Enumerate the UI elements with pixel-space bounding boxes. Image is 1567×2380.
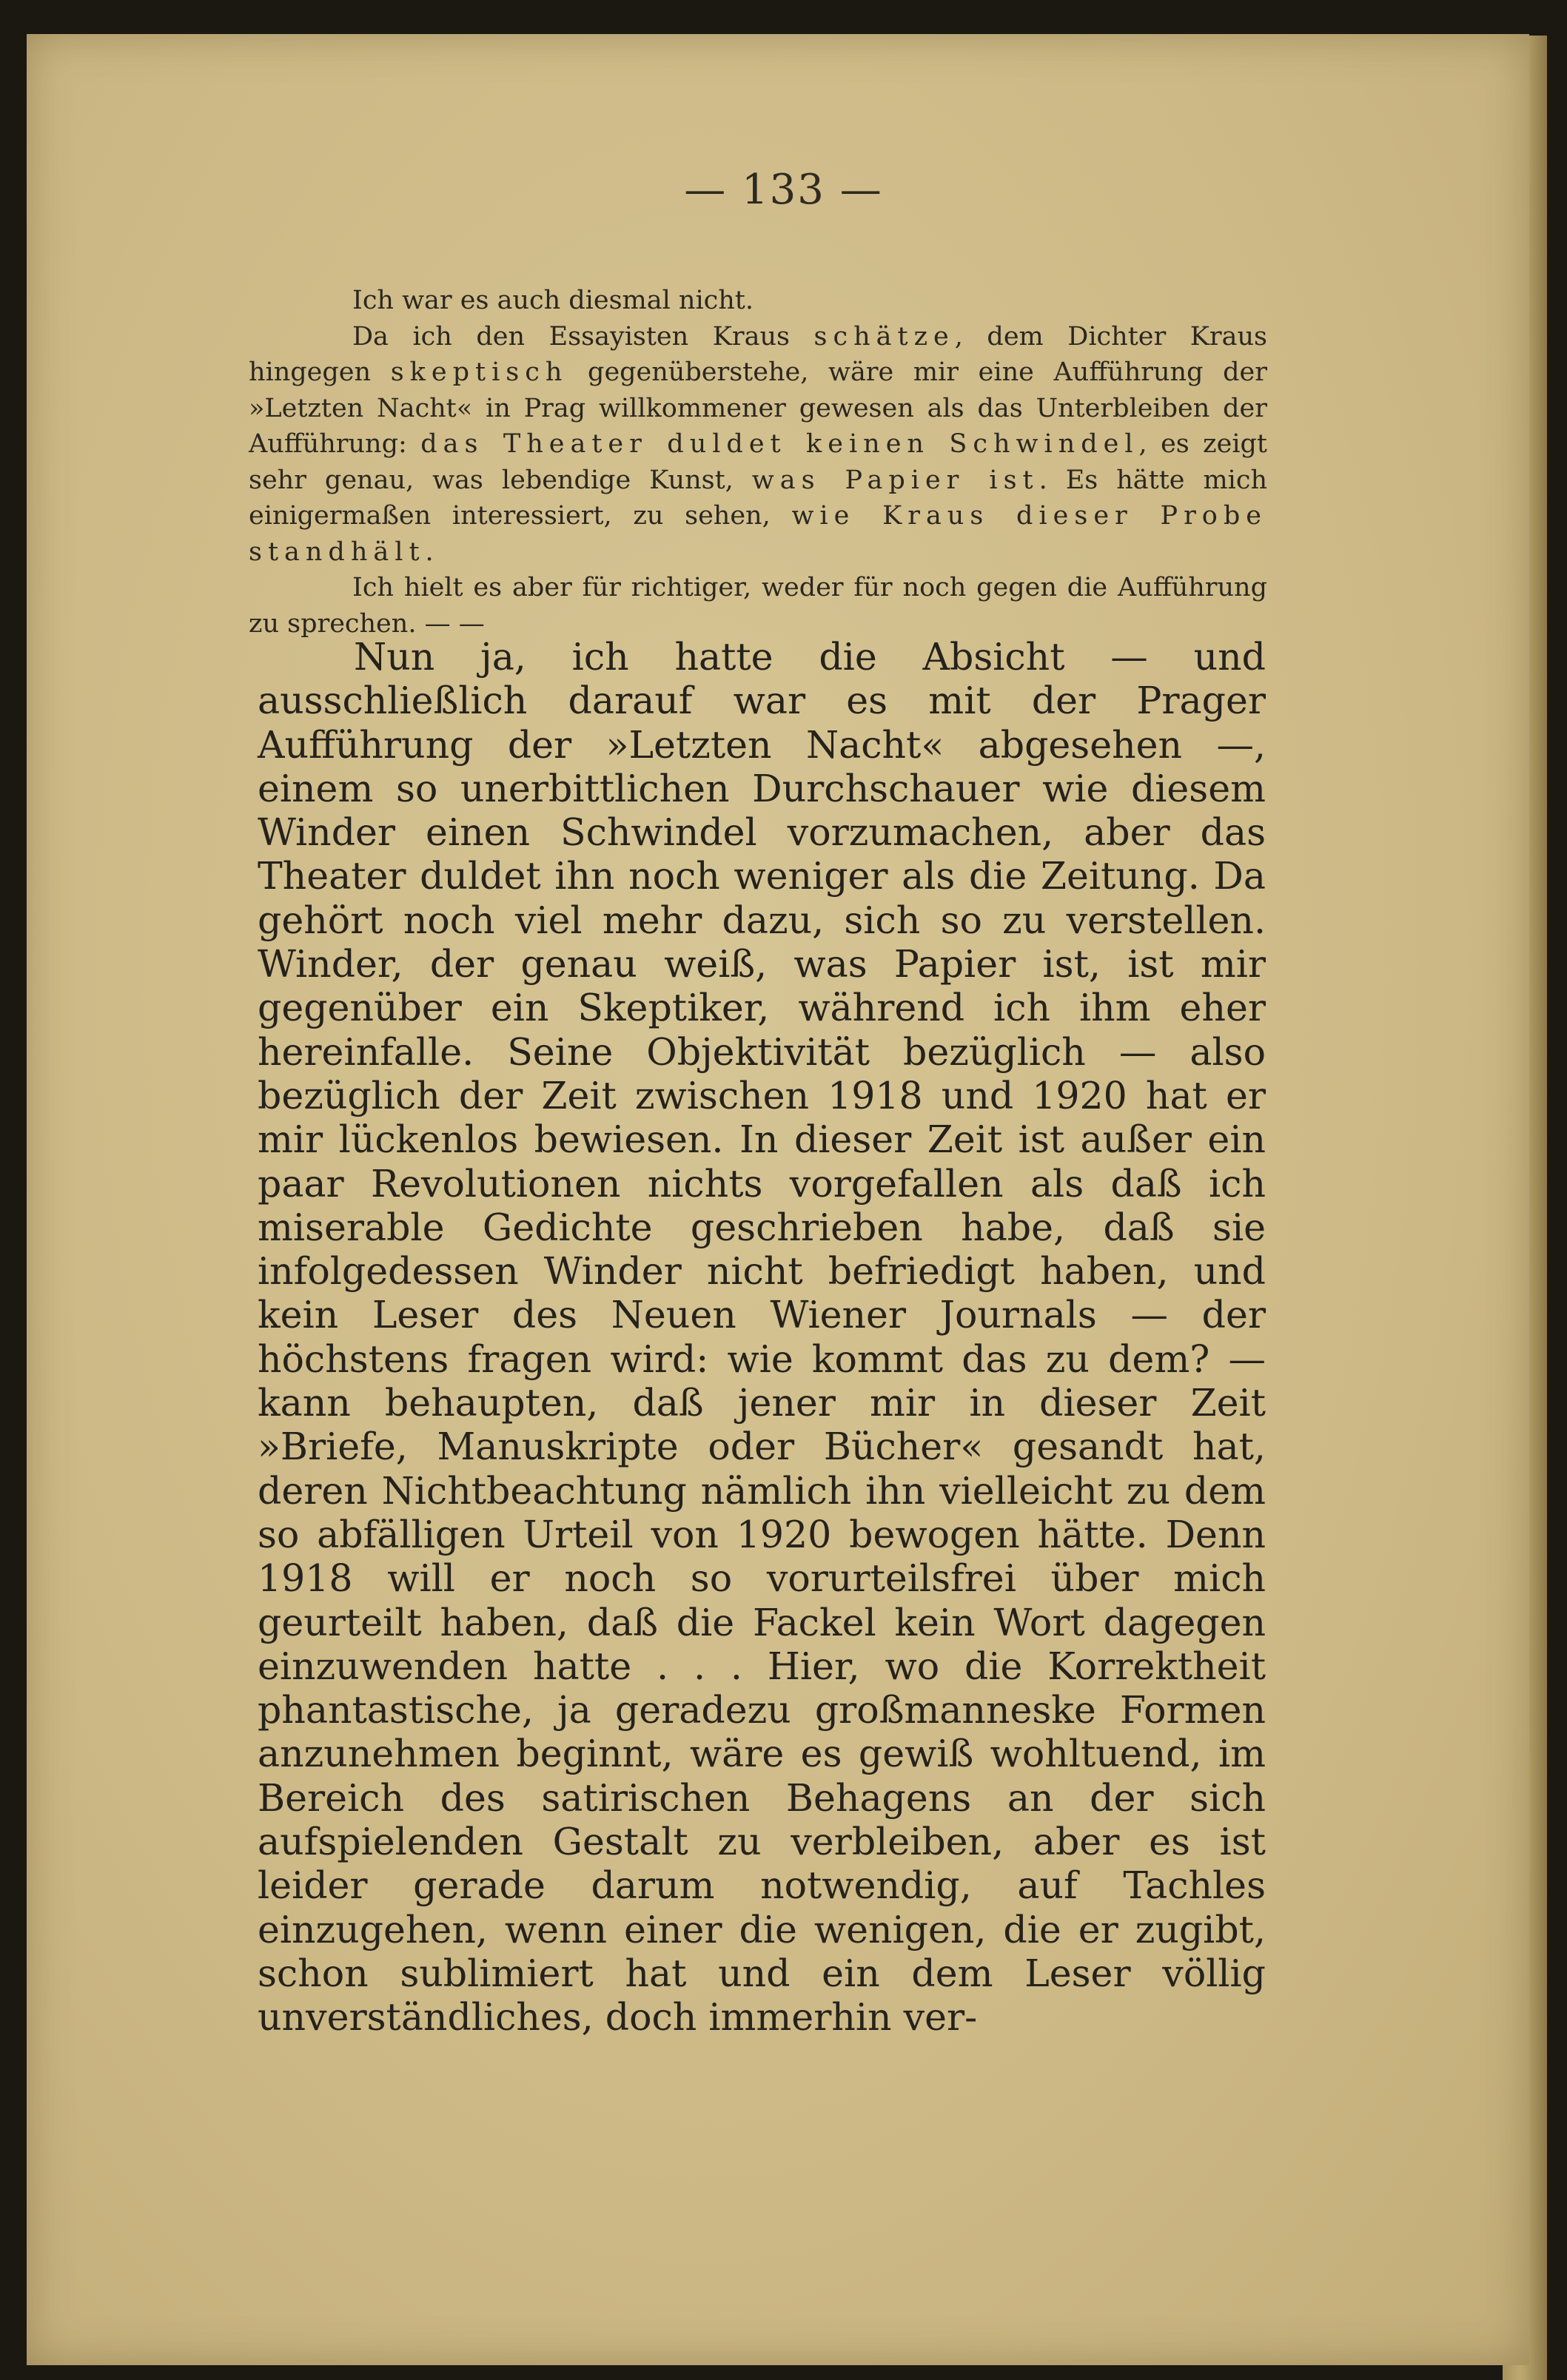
text-span: , es zeigt sehr genau, was lebendige Kunst, [249, 429, 1267, 495]
page-number: — 133 — [684, 166, 883, 214]
spaced-emphasis: wie Kraus dieser Probe standhält [249, 501, 1267, 567]
text-span: . Es hätte mich einigermaßen interessiert, zu sehen, [249, 465, 1267, 531]
quoted-paragraph-1 [249, 283, 1267, 319]
quoted-paragraph-2 [249, 319, 1267, 571]
spaced-emphasis: schätze [813, 321, 955, 352]
text-span: gegenüberstehe, wäre mir eine Aufführung der »Letzten Nacht« in Prag willkommener gewesen als das Unterbleiben der Aufführung: [249, 357, 1267, 459]
spaced-emphasis: skeptisch [390, 357, 568, 387]
spaced-emphasis: was Papier ist [751, 465, 1039, 495]
text-span: Ich war es auch diesmal nicht. [352, 286, 754, 315]
text-span: , dem Dichter Kraus hingegen [249, 321, 1268, 387]
body-text [258, 635, 1266, 2040]
spaced-emphasis: das Theater duldet keinen Schwindel [420, 429, 1139, 459]
main-paragraph: Nun ja, ich hatte die Absicht — und ausschließlich darauf war es mit der Prager Aufführung der »Letzten Nacht« abgesehen —, einem so unerbittlichen Durchschauer wie diesem Winder einen Schwindel vorzumachen, aber das Theater duldet ihn noch weniger als die Zeitung. Da gehört noch viel mehr dazu, sich so zu verstellen. Winder, der genau weiß, was Papier ist, ist mir gegenüber ein Skeptiker, während ich ihm eher hereinfalle. Seine Objektivität bezüglich — also bezüglich der Zeit zwischen 1918 und 1920 hat er mir lückenlos bewiesen. In dieser Zeit ist außer ein paar Revolutionen nichts vorgefallen als daß ich miserable Gedichte geschrieben habe, daß sie infolgedessen Winder nicht befriedigt haben, und kein Leser des Neuen Wiener Journals — der höchstens fragen wird: wie kommt das zu dem? — kann behaupten, daß jener mir in dieser Zeit »Briefe, Manuskripte oder Bücher« gesandt hat, deren Nichtbeachtung nämlich ihn vielleicht zu dem so abfälligen Urteil von 1920 bewogen hätte. Denn 1918 will er noch so vorurteilsfrei über mich geurteilt haben, daß die Fackel kein Wort dagegen einzuwenden hatte . . . Hier, wo die Korrektheit phantastische, ja geradezu großmanneske Formen anzunehmen beginnt, wäre es gewiß wohltuend, im Bereich des satirischen Behagens an der sich aufspielenden Gestalt zu verbleiben, aber es ist leider gerade darum notwendig, auf Tachles einzugehen, wenn einer die wenigen, die er zugibt, schon sublimiert hat und ein dem Leser völlig unverständliches, doch immerhin ver- [258, 635, 1266, 2040]
text-span: . [425, 537, 434, 567]
quoted-paragraph-3 [249, 570, 1267, 642]
text-span: Ich hielt es aber für richtiger, weder für noch gegen die Aufführung zu sprechen. — — [249, 573, 1267, 639]
text-span: Da ich den Essayisten Kraus [352, 321, 814, 352]
quoted-passage [249, 283, 1267, 642]
